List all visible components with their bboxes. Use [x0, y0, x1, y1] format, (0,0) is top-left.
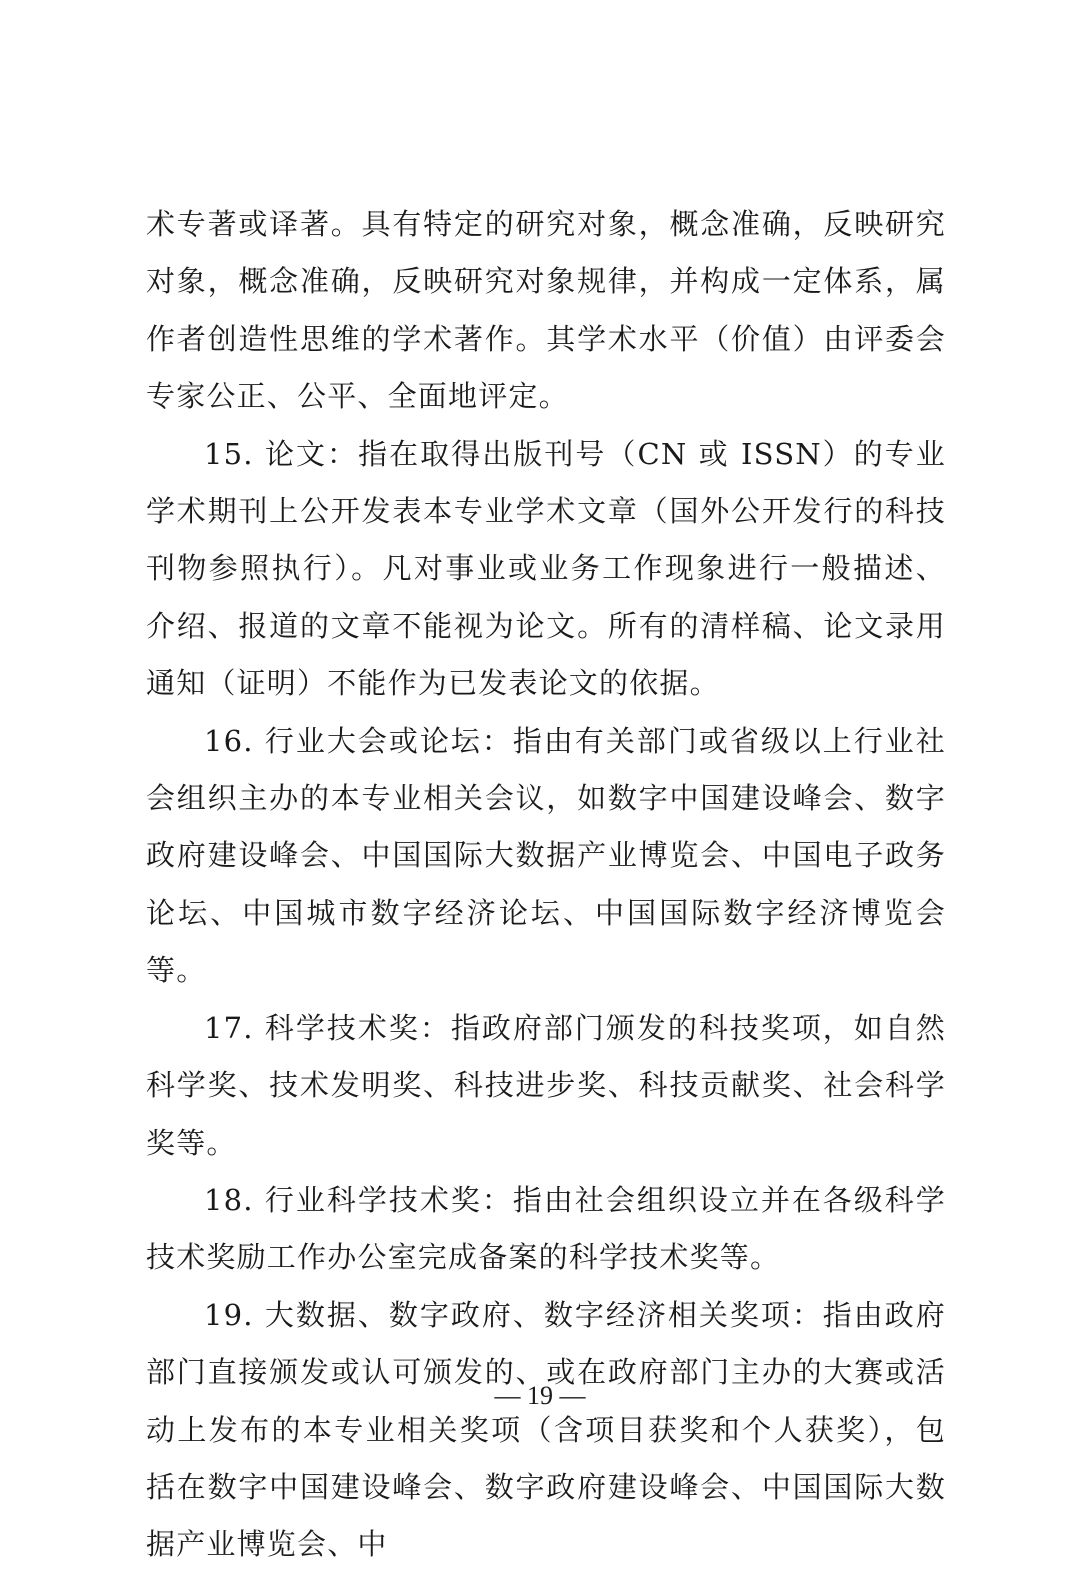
document-body	[146, 196, 946, 1574]
paragraph-item-17: 17. 科学技术奖：指政府部门颁发的科技奖项，如自然科学奖、技术发明奖、科技进步奖、科技贡献奖、社会科学奖等。	[146, 1010, 946, 1160]
page-number: — 19 —	[494, 1381, 586, 1410]
paragraph-item-19: 19. 大数据、数字政府、数字经济相关奖项：指由政府部门直接颁发或认可颁发的、或在政府部门主办的大赛或活动上发布的本专业相关奖项（含项目获奖和个人获奖），包括在数字中国建设峰会、数字政府建设峰会、中国国际大数据产业博览会、中	[146, 1297, 946, 1562]
paragraph-item-16: 16. 行业大会或论坛：指由有关部门或省级以上行业社会组织主办的本专业相关会议，如数字中国建设峰会、数字政府建设峰会、中国国际大数据产业博览会、中国电子政务论坛、中国城市数字经济论坛、中国国际数字经济博览会等。	[146, 723, 946, 988]
paragraph-item-15: 15. 论文：指在取得出版刊号（CN 或 ISSN）的专业学术期刊上公开发表本专业学术文章（国外公开发行的科技刊物参照执行）。凡对事业或业务工作现象进行一般描述、介绍、报道的文章不能视为论文。所有的清样稿、论文录用通知（证明）不能作为已发表论文的依据。	[146, 436, 946, 701]
paragraph-item-18: 18. 行业科学技术奖：指由社会组织设立并在各级科学技术奖励工作办公室完成备案的科学技术奖等。	[146, 1182, 946, 1275]
paragraph-continued: 术专著或译著。具有特定的研究对象，概念准确，反映研究对象，概念准确，反映研究对象规律，并构成一定体系，属作者创造性思维的学术著作。其学术水平（价值）由评委会专家公正、公平、全面地评定。	[146, 207, 946, 414]
